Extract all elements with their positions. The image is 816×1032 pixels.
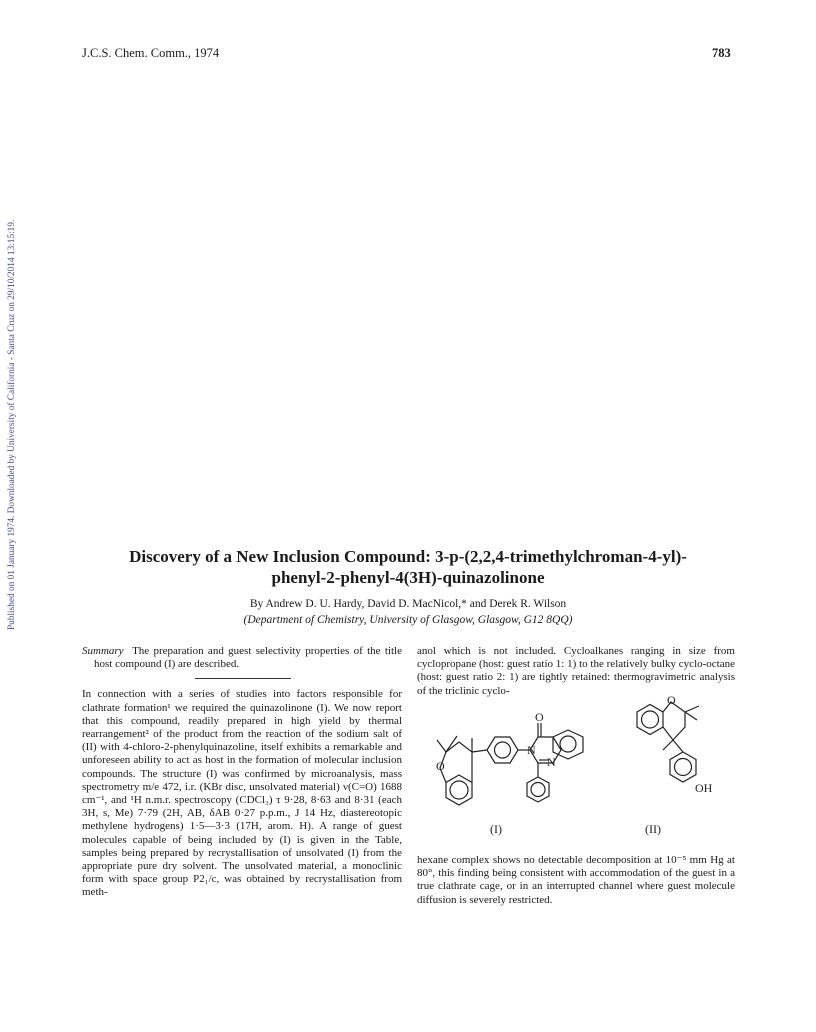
journal-header: J.C.S. Chem. Comm., 1974 — [82, 46, 220, 60]
body-text-right-top: anol which is not included. Cycloalkanes ranging in size from cyclopropane (host: guest ratio 1: 1) to the relatively bulky cyclo-octane (host: guest ratio 2: 1) are tightly retained: thermogravimetric analysis of the triclinic cyclo- — [417, 645, 735, 697]
atom-label-N1: N — [547, 755, 556, 769]
atom-label-OH: OH — [695, 781, 713, 795]
title-line-1: Discovery of a New Inclusion Compound: 3-p-(2,2,4-trimethylchroman-4-yl)- — [129, 547, 687, 566]
right-column-bottom — [417, 854, 735, 907]
authors: By Andrew D. U. Hardy, David D. MacNicol,* and Derek R. Wilson — [249, 598, 567, 610]
atom-label-O-carbonyl: O — [535, 710, 544, 724]
body-text-left: In connection with a series of studies into factors responsible for clathrate formation¹ we required the quinazolinone (I). We now report that this compound, readily prepared in high yield by thermal rearrangement² of the product from the reaction of the sodium salt of (II) with 4-chloro-2-phenylquinazoline, itself exhibits a remarkable and unforeseen ability to act as host in the formation of molecular inclusion compounds. The structure (I) was confirmed by microanalysis, mass spectrometry m/e 472, i.r. (KBr disc, unsolvated material) ν(C=O) 1688 cm⁻¹, and ¹H n.m.r. spectroscopy (CDCl₃) τ 9·28, 8·63 and 8·31 (each 3H, s, Me) 7·79 (2H, AB, δAB 0·27 p.p.m., J 14 Hz, diastereotopic methylene hydrogens) 1·5—3·3 (17H, arom. H). A range of guest molecules capable of being included by (I) is given in the Table, samples being prepared by recrystallisation of unsolvated (I) from the appropriate pure dry solvent. The unsolvated material, a monoclinic form with space group P2₁/c, was obtained by recrystallisation from meth- — [82, 688, 402, 899]
structure-label-I: (I) — [490, 822, 502, 836]
summary — [82, 645, 402, 671]
affiliation: (Department of Chemistry, University of Glasgow, Glasgow, G12 8QQ) — [243, 614, 573, 626]
article-title — [82, 546, 734, 588]
summary-text: The preparation and guest selectivity properties of the title host compound (I) are described. — [94, 645, 402, 671]
download-sidebar-text: Published on 01 January 1974. Downloaded by University of California - Santa Cruz on 29/10/2014 13:15:19. — [7, 219, 17, 630]
structure-II — [637, 702, 699, 782]
structure-label-II: (II) — [645, 822, 661, 836]
left-column — [82, 645, 402, 900]
structure-I — [437, 723, 583, 805]
atom-label-O-chroman: O — [436, 759, 445, 773]
summary-label: Summary — [82, 645, 124, 657]
section-divider — [195, 678, 291, 679]
atom-label-O-chroman-II: O — [667, 693, 676, 707]
page-number: 783 — [712, 46, 731, 60]
chemical-structures — [417, 690, 737, 842]
title-line-2: phenyl-2-phenyl-4(3H)-quinazolinone — [271, 568, 545, 587]
body-text-right-bottom: hexane complex shows no detectable decomposition at 10⁻⁵ mm Hg at 80°, this finding being consistent with accommodation of the guest in a true clathrate cage, or in an interrupted channel where guest molecule diffusion is severely restricted. — [417, 854, 735, 906]
atom-label-N3: N — [527, 743, 536, 757]
download-sidebar-note — [7, 160, 19, 630]
